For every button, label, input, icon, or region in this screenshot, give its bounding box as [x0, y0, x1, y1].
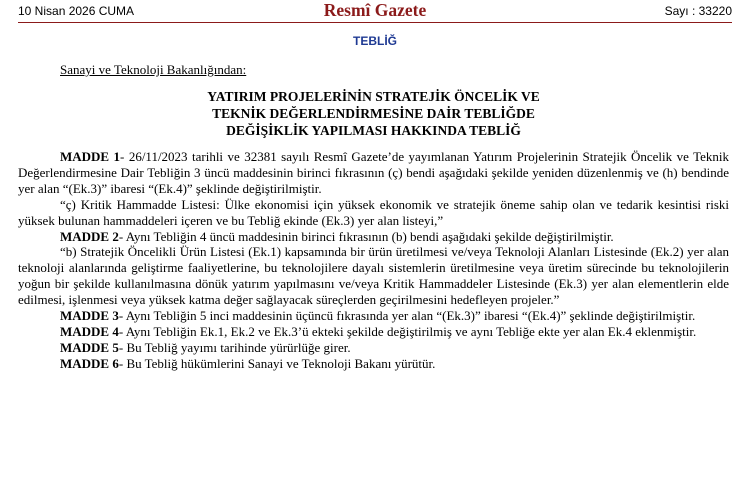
article-label: MADDE 1	[60, 149, 121, 164]
article-3	[18, 308, 729, 324]
document-title	[18, 88, 729, 139]
gazette-title: Resmî Gazete	[323, 0, 427, 20]
header-divider	[18, 22, 732, 23]
gazette-header	[0, 0, 750, 22]
title-line-2: TEKNİK DEĞERLENDİRMESİNE DAİR TEBLİĞDE	[212, 106, 535, 121]
issue-number: Sayı : 33220	[664, 4, 732, 18]
article-label: MADDE 3	[60, 308, 119, 324]
quoted-definition-c	[18, 197, 729, 229]
title-line-1: YATIRIM PROJELERİNİN STRATEJİK ÖNCELİK VE	[207, 89, 540, 104]
article-5	[18, 340, 729, 356]
quoted-definition-b	[18, 244, 729, 308]
article-2	[18, 229, 729, 245]
ministry-name: Sanayi ve Teknoloji Bakanlığından:	[60, 62, 247, 77]
article-text: “ç) Kritik Hammadde Listesi: Ülke ekonomisi için yüksek ekonomik ve stratejik öneme sahip olan ve tedarik kesintisi riski yüksek bulunan hammaddeleri içeren ve bu Tebliğ ekinde (Ek.3) yer alan listeyi,”	[18, 196, 729, 228]
article-1	[18, 149, 729, 197]
article-text: - 26/11/2023 tarihli ve 32381 sayılı Resmî Gazete’de yayımlanan Yatırım Projelerinin Stratejik Öncelik ve Teknik Değerlendirmesine Dair Tebliğin 3 üncü maddesinin birinci fıkrasının (ç) bendi aşağıdaki şekilde yeniden düzenlenmiş ve (h) bendinde yer alan “(Ek.3)” ibaresi “(Ek.4)” şeklinde değiştirilmiştir.	[18, 149, 729, 196]
section-heading: TEBLİĞ	[353, 34, 397, 48]
issue-date: 10 Nisan 2026 CUMA	[18, 4, 135, 18]
title-line-3: DEĞİŞİKLİK YAPILMASI HAKKINDA TEBLİĞ	[226, 123, 521, 138]
article-text: - Aynı Tebliğin 4 üncü maddesinin birinci fıkrasının (b) bendi aşağıdaki şekilde değiştirilmiştir.	[118, 228, 614, 244]
article-6	[18, 356, 729, 372]
article-label: MADDE 2	[60, 228, 119, 244]
article-text: - Bu Tebliğ hükümlerini Sanayi ve Teknoloji Bakanı yürütür.	[118, 355, 436, 371]
article-label: MADDE 5	[60, 339, 119, 355]
article-4	[18, 324, 729, 340]
article-text: - Aynı Tebliğin Ek.1, Ek.2 ve Ek.3’ü ekteki şekilde değiştirilmiş ve aynı Tebliğe ekte yer alan Ek.4 eklenmiştir.	[118, 323, 697, 339]
document-body	[18, 62, 729, 372]
article-text: - Bu Tebliğ yayımı tarihinde yürürlüğe girer.	[118, 339, 351, 355]
article-text: - Aynı Tebliğin 5 inci maddesinin üçüncü fıkrasında yer alan “(Ek.3)” ibaresi “(Ek.4)” şeklinde değiştirilmiştir.	[118, 308, 696, 324]
article-label: MADDE 6	[60, 355, 119, 371]
article-label: MADDE 4	[60, 323, 119, 339]
article-text: “b) Stratejik Öncelikli Ürün Listesi (Ek.1) kapsamında bir ürün üretilmesi ve/veya Teknoloji Alanları Listesinde (Ek.2) yer alan teknoloji alanlarında geliştirme faaliyetlerine, bu teknolojilere dayalı sistemlerin üretilmesine veya üretim sürecinde bu teknolojilerin yoğun bir şekilde kullanılmasına dönük yatırım yapılmasını ve/veya Kritik Hammaddeler Listesinde (Ek.3) yer alan elementlerin elde edilmesi, işlenmesi veya yüksek katma değer sağlayacak süreçlerden geçirilmesini hedefleyen projeler.”	[18, 244, 729, 308]
